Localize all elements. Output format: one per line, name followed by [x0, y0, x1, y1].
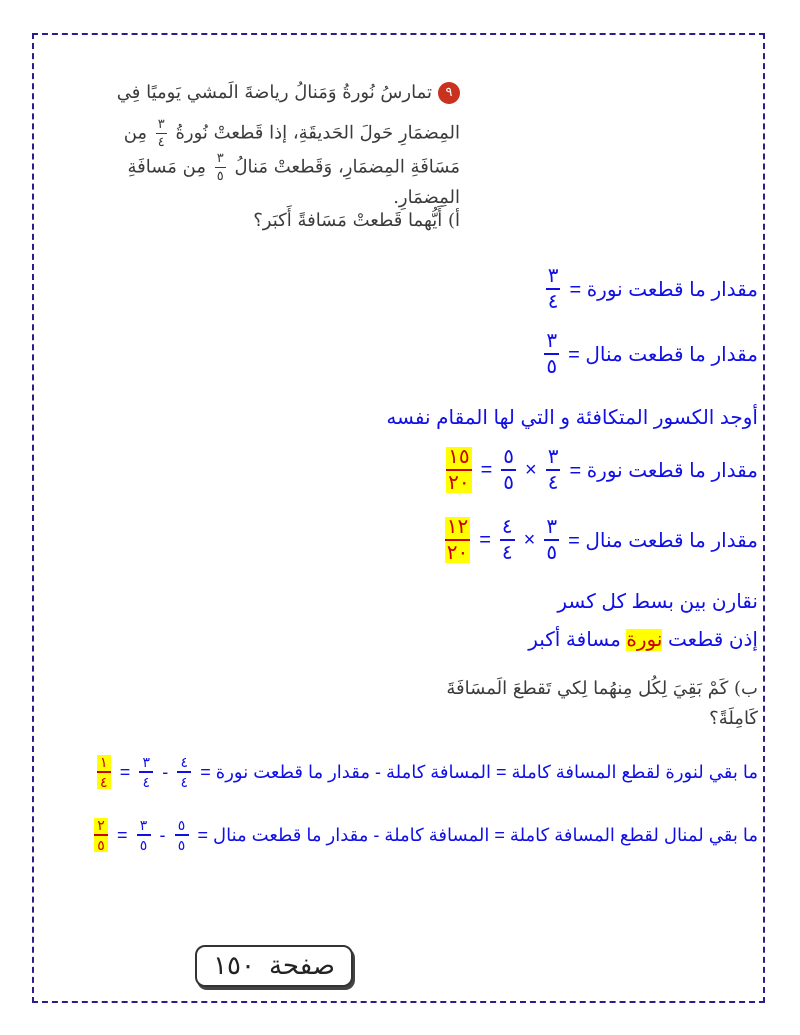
question-number-badge: ٩: [438, 82, 460, 104]
manal-fraction: $\frac{٣}{٥}$: [216, 151, 224, 184]
question-part-a: أ) أَيُّهما قَطعتْ مَسَافةً أَكبَر؟: [253, 210, 460, 231]
noura-fraction: $\frac{٣}{٤}$: [157, 117, 165, 150]
manal-equivalent-line: مقدار ما قطعت منال = $\frac{٣}{٥}$ × $\frac{٤}{٤}$ = $\frac{١٢}{٢٠}$: [446, 516, 758, 564]
noura-remaining-result: $\frac{١}{٤}$: [97, 755, 111, 789]
conclusion-highlight-name: نورة: [626, 629, 663, 651]
manal-remaining-result: $\frac{٢}{٥}$: [94, 818, 108, 852]
manal-amount-fraction: $\frac{٣}{٥}$: [546, 330, 558, 378]
question-line-2: المِضمَارِ حَولَ الحَديقَةِ، إذا قَطعتْ نُورةُ $\frac{٣}{٤}$ مِن: [123, 117, 460, 150]
noura-amount-fraction: $\frac{٣}{٤}$: [547, 265, 559, 313]
question-line-4: المِضمَارِ.: [393, 187, 460, 208]
manal-remaining-line: ما بقي لمنال لقطع المسافة كاملة = المسافة كاملة - مقدار ما قطعت منال = $\frac{٥}{٥}$ - $\frac{٣}{٥}$ = $\frac{٢}{٥}$: [91, 818, 758, 852]
noura-equivalent-line: مقدار ما قطعت نورة = $\frac{٣}{٤}$ × $\frac{٥}{٥}$ = $\frac{١٥}{٢٠}$: [448, 446, 758, 494]
equivalent-heading: أوجد الكسور المتكافئة و التي لها المقام نفسه: [386, 407, 758, 429]
manal-equivalent-result: $\frac{١٢}{٢٠}$: [446, 516, 469, 564]
page-label: صفحة: [268, 951, 335, 981]
conclusion-line: إذن قطعت نورة مسافة أكبر: [528, 629, 758, 651]
noura-equivalent-result: $\frac{١٥}{٢٠}$: [448, 446, 470, 494]
noura-remaining-line: ما بقي لنورة لقطع المسافة كاملة = المسافة كاملة - مقدار ما قطعت نورة = $\frac{٤}{٤}$ - $\frac{٣}{٤}$ = $\frac{١}{٤}$: [94, 755, 758, 789]
manal-amount-line: مقدار ما قطعت منال = $\frac{٣}{٥}$: [546, 330, 758, 378]
page-number-badge: [195, 945, 353, 987]
noura-amount-line: مقدار ما قطعت نورة = $\frac{٣}{٤}$: [547, 265, 758, 313]
page-number: ١٥٠: [213, 951, 255, 981]
question-line-3: مَسَافَةِ المِضمَارِ، وَقَطعتْ مَنالُ $\frac{٣}{٥}$ مِن مَسافَةِ: [127, 151, 460, 184]
question-part-b-line-2: كَامِلَةً؟: [709, 708, 758, 729]
question-part-b-line-1: ب) كَمْ بَقِيَ لِكُل مِنهُما لِكي تَقطعَ الَمسَافَةَ: [446, 678, 758, 699]
compare-line: نقارن بين بسط كل كسر: [557, 591, 758, 613]
question-line-1: ٩تمارسُ نُورةُ وَمَنالُ رياضةَ الَمشي يَوميًا فِي: [117, 82, 460, 104]
